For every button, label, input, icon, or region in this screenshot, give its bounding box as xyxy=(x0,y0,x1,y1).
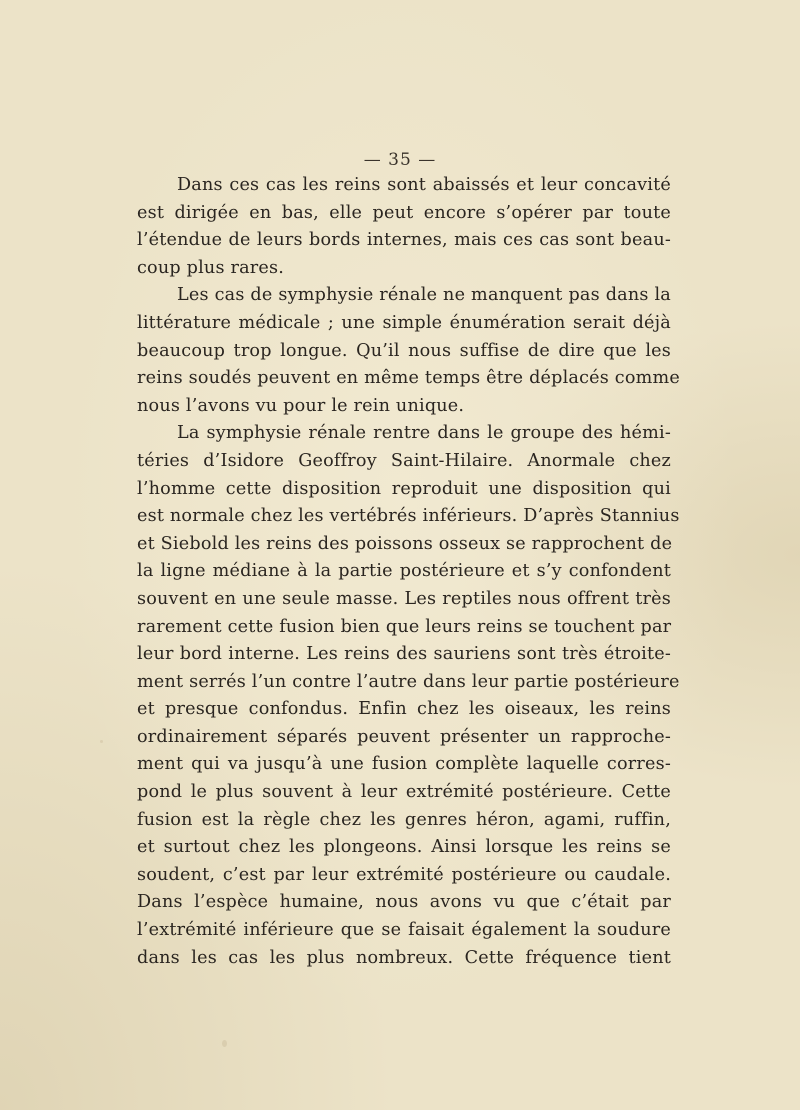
text-line: est normale chez les vertébrés inférieurs. D’après Stannius xyxy=(137,506,680,527)
text-line: ment serrés l’un contre l’autre dans leur partie postérieure xyxy=(137,671,680,692)
body-text xyxy=(137,172,681,972)
text-line: dans les cas les plus nombreux. Cette fréquence tient xyxy=(137,947,671,968)
text-line: et presque confondus. Enfin chez les oiseaux, les reins xyxy=(137,699,671,720)
text-line: Les cas de symphysie rénale ne manquent pas dans la xyxy=(177,285,671,306)
text-line: Dans ces cas les reins sont abaissés et leur concavité xyxy=(177,175,671,195)
text-line: leur bord interne. Les reins des sauriens sont très étroite- xyxy=(137,644,671,665)
text-line: reins soudés peuvent en même temps être déplacés comme xyxy=(137,368,681,389)
text-line: La symphysie rénale rentre dans le groupe des hémi- xyxy=(177,423,671,444)
text-line: Dans l’espèce humaine, nous avons vu que c’était par xyxy=(137,892,671,913)
paper-stain xyxy=(100,740,103,743)
text-line: souvent en une seule masse. Les reptiles nous offrent très xyxy=(137,588,671,609)
text-line: et surtout chez les plongeons. Ainsi lorsque les reins se xyxy=(137,837,671,858)
paper-stain xyxy=(222,1040,227,1047)
text-line: et Siebold les reins des poissons osseux se rapprochent de xyxy=(137,533,673,554)
text-line: la ligne médiane à la partie postérieure et s’y confondent xyxy=(137,561,671,582)
text-line: soudent, c’est par leur extrémité postérieure ou caudale. xyxy=(137,864,671,885)
text-line: l’étendue de leurs bords internes, mais ces cas sont beau- xyxy=(137,230,671,251)
text-line: l’homme cette disposition reproduit une disposition qui xyxy=(137,478,671,499)
text-line: est dirigée en bas, elle peut encore s’opérer par toute xyxy=(137,202,671,223)
text-line: téries d’Isidore Geoffroy Saint-Hilaire. Anormale chez xyxy=(137,450,671,471)
text-line: coup plus rares. xyxy=(137,257,285,278)
text-line: ordinairement séparés peuvent présenter un rapproche- xyxy=(137,726,671,747)
text-line: rarement cette fusion bien que leurs reins se touchent par xyxy=(137,616,672,637)
text-line: ment qui va jusqu’à une fusion complète laquelle corres- xyxy=(137,754,671,775)
page-number: — 35 — xyxy=(363,150,437,170)
text-line: nous l’avons vu pour le rein unique. xyxy=(137,395,465,416)
text-line: littérature médicale ; une simple énumération serait déjà xyxy=(137,312,671,333)
text-line: pond le plus souvent à leur extrémité postérieure. Cette xyxy=(137,782,671,803)
text-line: l’extrémité inférieure que se faisait également la soudure xyxy=(137,920,671,941)
text-line: beaucoup trop longue. Qu’il nous suffise de dire que les xyxy=(137,340,671,361)
text-line: fusion est la règle chez les genres héron, agami, ruffin, xyxy=(137,809,671,830)
